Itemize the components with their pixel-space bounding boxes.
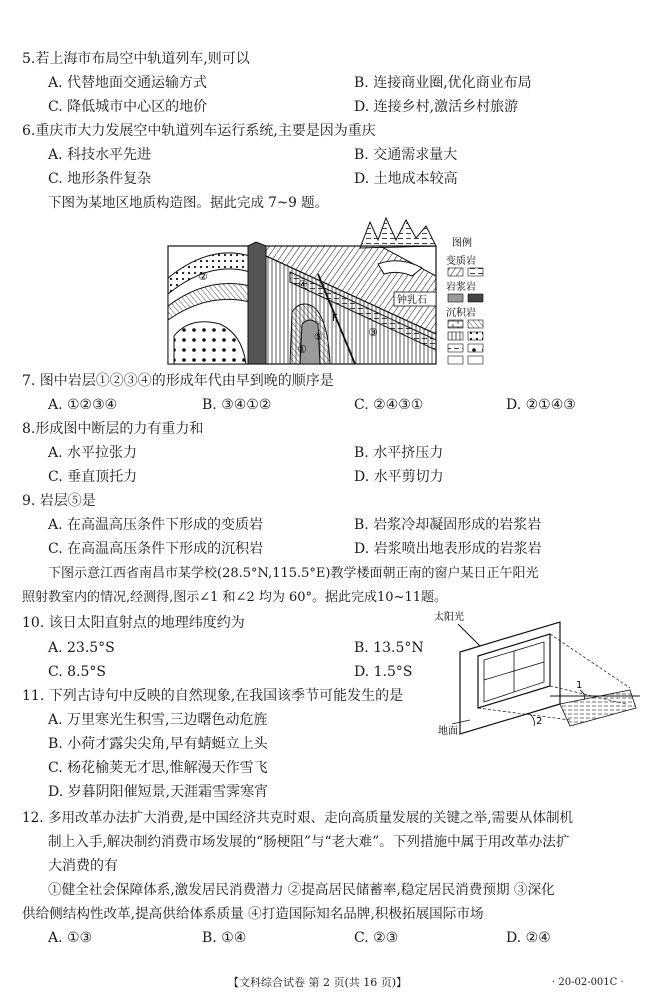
layer-1-label: ① bbox=[297, 343, 307, 356]
q11-option-c: C. 杨花榆荚无才思,惟解漫天作雪飞 bbox=[48, 760, 268, 776]
layer-3-label: ③ bbox=[368, 326, 378, 339]
q11-option-b: B. 小荷才露尖尖角,早有蜻蜓立上头 bbox=[48, 736, 268, 752]
q8-option-d: D. 水平剪切力 bbox=[354, 469, 444, 485]
q12-option-b: B. ①④ bbox=[202, 930, 247, 946]
footer-code: · 20-02-001C · bbox=[552, 977, 624, 988]
q8-option-c: C. 垂直顶托力 bbox=[48, 469, 138, 485]
q5-option-d: D. 连接乡村,激活乡村旅游 bbox=[354, 99, 519, 115]
q10-option-a: A. 23.5°S bbox=[48, 640, 115, 656]
angle-1-label: 1 bbox=[576, 680, 583, 691]
layer-4-label: ④ bbox=[298, 278, 308, 291]
layer-5-label: ⑤ bbox=[314, 332, 323, 343]
q7-option-a: A. ①②③④ bbox=[48, 397, 118, 413]
q5-option-a: A. 代替地面交通运输方式 bbox=[48, 75, 208, 91]
q12-option-d: D. ②④ bbox=[506, 930, 551, 946]
ground-label: 地面 bbox=[438, 726, 458, 737]
q10-option-b: B. 13.5°N bbox=[354, 640, 424, 656]
q6-option-c: C. 地形条件复杂 bbox=[48, 171, 152, 187]
q9-option-a: A. 在高温高压条件下形成的变质岩 bbox=[48, 517, 264, 533]
q9-option-c: C. 在高温高压条件下形成的沉积岩 bbox=[48, 541, 264, 557]
q9-option-d: D. 岩浆喷出地表形成的岩浆岩 bbox=[354, 541, 542, 557]
stalactite-label: 钟乳石 bbox=[397, 295, 427, 306]
geology-figure bbox=[150, 216, 490, 370]
q10-stem: 10. 该日太阳直射点的地理纬度约为 bbox=[22, 615, 245, 631]
q12-statements-line2: 供给侧结构性改革,提高供给体系质量 ④打造国际知名品牌,积极拓展国际市场 bbox=[22, 906, 484, 922]
q12-option-a: A. ①③ bbox=[48, 930, 93, 946]
fault-label: F bbox=[332, 313, 338, 324]
q7-option-d: D. ②①④③ bbox=[506, 397, 576, 413]
q12-statements-line1: ①健全社会保障体系,激发居民消费潜力 ②提高居民储蓄率,稳定居民消费预期 ③深化 bbox=[48, 882, 555, 898]
q12-option-c: C. ②③ bbox=[354, 930, 399, 946]
window-sunlight-figure bbox=[430, 608, 640, 740]
q10-option-c: C. 8.5°S bbox=[48, 664, 106, 680]
q8-option-b: B. 水平挤压力 bbox=[354, 445, 444, 461]
layer-2-label: ② bbox=[198, 270, 208, 283]
q6-option-d: D. 土地成本较高 bbox=[354, 171, 458, 187]
q5-option-b: B. 连接商业圈,优化商业布局 bbox=[354, 75, 532, 91]
legend-sedimentary: 沉积岩 bbox=[446, 308, 476, 319]
q9-option-b: B. 岩浆冷却凝固形成的岩浆岩 bbox=[354, 517, 542, 533]
legend-title: 图例 bbox=[452, 238, 472, 249]
q11-stem: 11. 下列古诗句中反映的自然现象,在我国该季节可能发生的是 bbox=[22, 688, 404, 704]
q12-stem-line3: 大消费的有 bbox=[48, 858, 118, 874]
angle-2-label: 2 bbox=[536, 716, 543, 727]
q11-option-d: D. 岁暮阴阳催短景,天涯霜雪霁寒宵 bbox=[48, 784, 269, 800]
legend-metamorphic: 变质岩 bbox=[446, 256, 476, 267]
q6-option-a: A. 科技水平先进 bbox=[48, 147, 152, 163]
q11-option-a: A. 万里寒光生积雪,三边曙色动危旌 bbox=[48, 712, 268, 728]
q12-stem-line2: 制上入手,解决制约消费市场发展的“肠梗阻”与“老大难”。下列措施中属于用改革办法扩 bbox=[48, 834, 570, 850]
intro-7-9: 下图为某地区地质构造图。据此完成 7~9 题。 bbox=[48, 195, 329, 211]
q10-option-d: D. 1.5°S bbox=[354, 664, 413, 680]
intro-10-11-line1: 下图示意江西省南昌市某学校(28.5°N,115.5°E)教学楼面朝正南的窗户某日正午阳光 bbox=[48, 566, 539, 581]
q8-stem: 8.形成图中断层的力有重力和 bbox=[22, 421, 204, 437]
sunlight-label: 太阳光 bbox=[434, 612, 464, 623]
q6-option-b: B. 交通需求量大 bbox=[354, 147, 458, 163]
legend-magmatic: 岩浆岩 bbox=[446, 282, 476, 293]
q7-stem: 7. 图中岩层①②③④的形成年代由早到晚的顺序是 bbox=[22, 373, 334, 389]
q6-stem: 6.重庆市大力发展空中轨道列车运行系统,主要是因为重庆 bbox=[22, 123, 376, 139]
footer-page-info: 【文科综合试卷 第 2 页(共 16 页)】 bbox=[228, 976, 408, 989]
q9-stem: 9. 岩层⑤是 bbox=[22, 493, 96, 509]
q7-option-b: B. ③④①② bbox=[202, 397, 272, 413]
q7-option-c: C. ②④③① bbox=[354, 397, 424, 413]
intro-10-11-line2: 照射教室内的情况,经测得,图示∠1 和∠2 均为 60°。据此完成10~11题。 bbox=[22, 590, 448, 605]
q12-stem-line1: 12. 多用改革办法扩大消费,是中国经济共克时艰、走向高质量发展的关键之举,需要从体制机 bbox=[22, 810, 574, 826]
q5-option-c: C. 降低城市中心区的地价 bbox=[48, 99, 208, 115]
q5-stem: 5.若上海市布局空中轨道列车,则可以 bbox=[22, 51, 250, 67]
q8-option-a: A. 水平拉张力 bbox=[48, 445, 138, 461]
